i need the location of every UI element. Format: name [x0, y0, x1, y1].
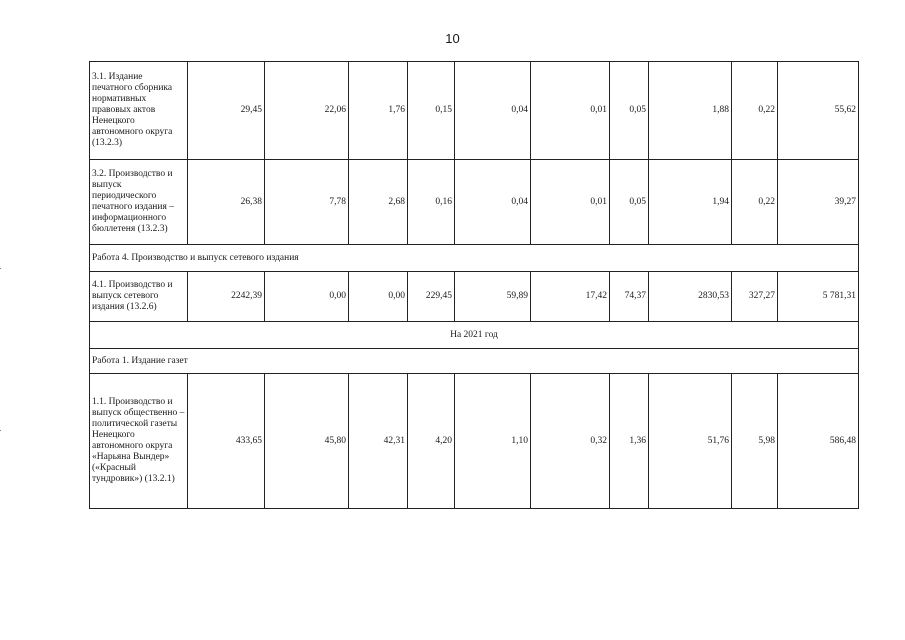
cell-value: 74,37: [610, 272, 649, 322]
section-row: [90, 349, 859, 374]
cell-value: 0,32: [531, 374, 610, 509]
cost-table: [89, 61, 859, 509]
cell-value: 42,31: [349, 374, 408, 509]
table-row: [90, 62, 859, 160]
row-label: 1.1. Производство и выпуск общественно – политической газеты Ненецкого автономного округа «Нарьяна Вындер» («Красный тундровик») (13.2.1): [90, 374, 188, 509]
cell-value: 0,01: [531, 160, 610, 245]
cell-value: 586,48: [778, 374, 859, 509]
cell-value: 26,38: [188, 160, 265, 245]
section-title: Работа 4. Производство и выпуск сетевого издания: [90, 245, 859, 272]
scan-artifact: [0, 268, 1, 269]
cell-value: 2,68: [349, 160, 408, 245]
cell-value: 0,01: [531, 62, 610, 160]
cell-value: 0,04: [455, 62, 531, 160]
table-row: [90, 272, 859, 322]
cell-value: 1,88: [649, 62, 732, 160]
cell-value: 0,00: [265, 272, 349, 322]
cell-value: 0,15: [408, 62, 455, 160]
year-title: На 2021 год: [90, 322, 859, 349]
cell-value: 4,20: [408, 374, 455, 509]
cell-value: 1,36: [610, 374, 649, 509]
cell-value: 0,04: [455, 160, 531, 245]
cell-value: 55,62: [778, 62, 859, 160]
cell-value: 433,65: [188, 374, 265, 509]
cell-value: 0,00: [349, 272, 408, 322]
cell-value: 5,98: [732, 374, 778, 509]
cell-value: 0,05: [610, 62, 649, 160]
section-row: [90, 245, 859, 272]
cell-value: 2242,39: [188, 272, 265, 322]
year-row: [90, 322, 859, 349]
cell-value: 1,94: [649, 160, 732, 245]
cell-value: 45,80: [265, 374, 349, 509]
row-label: 3.1. Издание печатного сборника нормативных правовых актов Ненецкого автономного округа (13.2.3): [90, 62, 188, 160]
cell-value: 39,27: [778, 160, 859, 245]
cell-value: 0,16: [408, 160, 455, 245]
section-title: Работа 1. Издание газет: [90, 349, 859, 374]
cell-value: 5 781,31: [778, 272, 859, 322]
row-label: 3.2. Производство и выпуск периодического печатного издания – информационного бюллетеня (13.2.3): [90, 160, 188, 245]
scan-artifact: [0, 430, 1, 431]
cell-value: 51,76: [649, 374, 732, 509]
cell-value: 2830,53: [649, 272, 732, 322]
page-number: 10: [445, 31, 460, 46]
table-row: [90, 374, 859, 509]
cell-value: 22,06: [265, 62, 349, 160]
cell-value: 59,89: [455, 272, 531, 322]
cell-value: 0,22: [732, 160, 778, 245]
row-label: 4.1. Производство и выпуск сетевого издания (13.2.6): [90, 272, 188, 322]
cell-value: 0,05: [610, 160, 649, 245]
cell-value: 1,10: [455, 374, 531, 509]
cell-value: 29,45: [188, 62, 265, 160]
cell-value: 7,78: [265, 160, 349, 245]
cell-value: 327,27: [732, 272, 778, 322]
table-row: [90, 160, 859, 245]
cell-value: 1,76: [349, 62, 408, 160]
cell-value: 229,45: [408, 272, 455, 322]
cell-value: 17,42: [531, 272, 610, 322]
cell-value: 0,22: [732, 62, 778, 160]
